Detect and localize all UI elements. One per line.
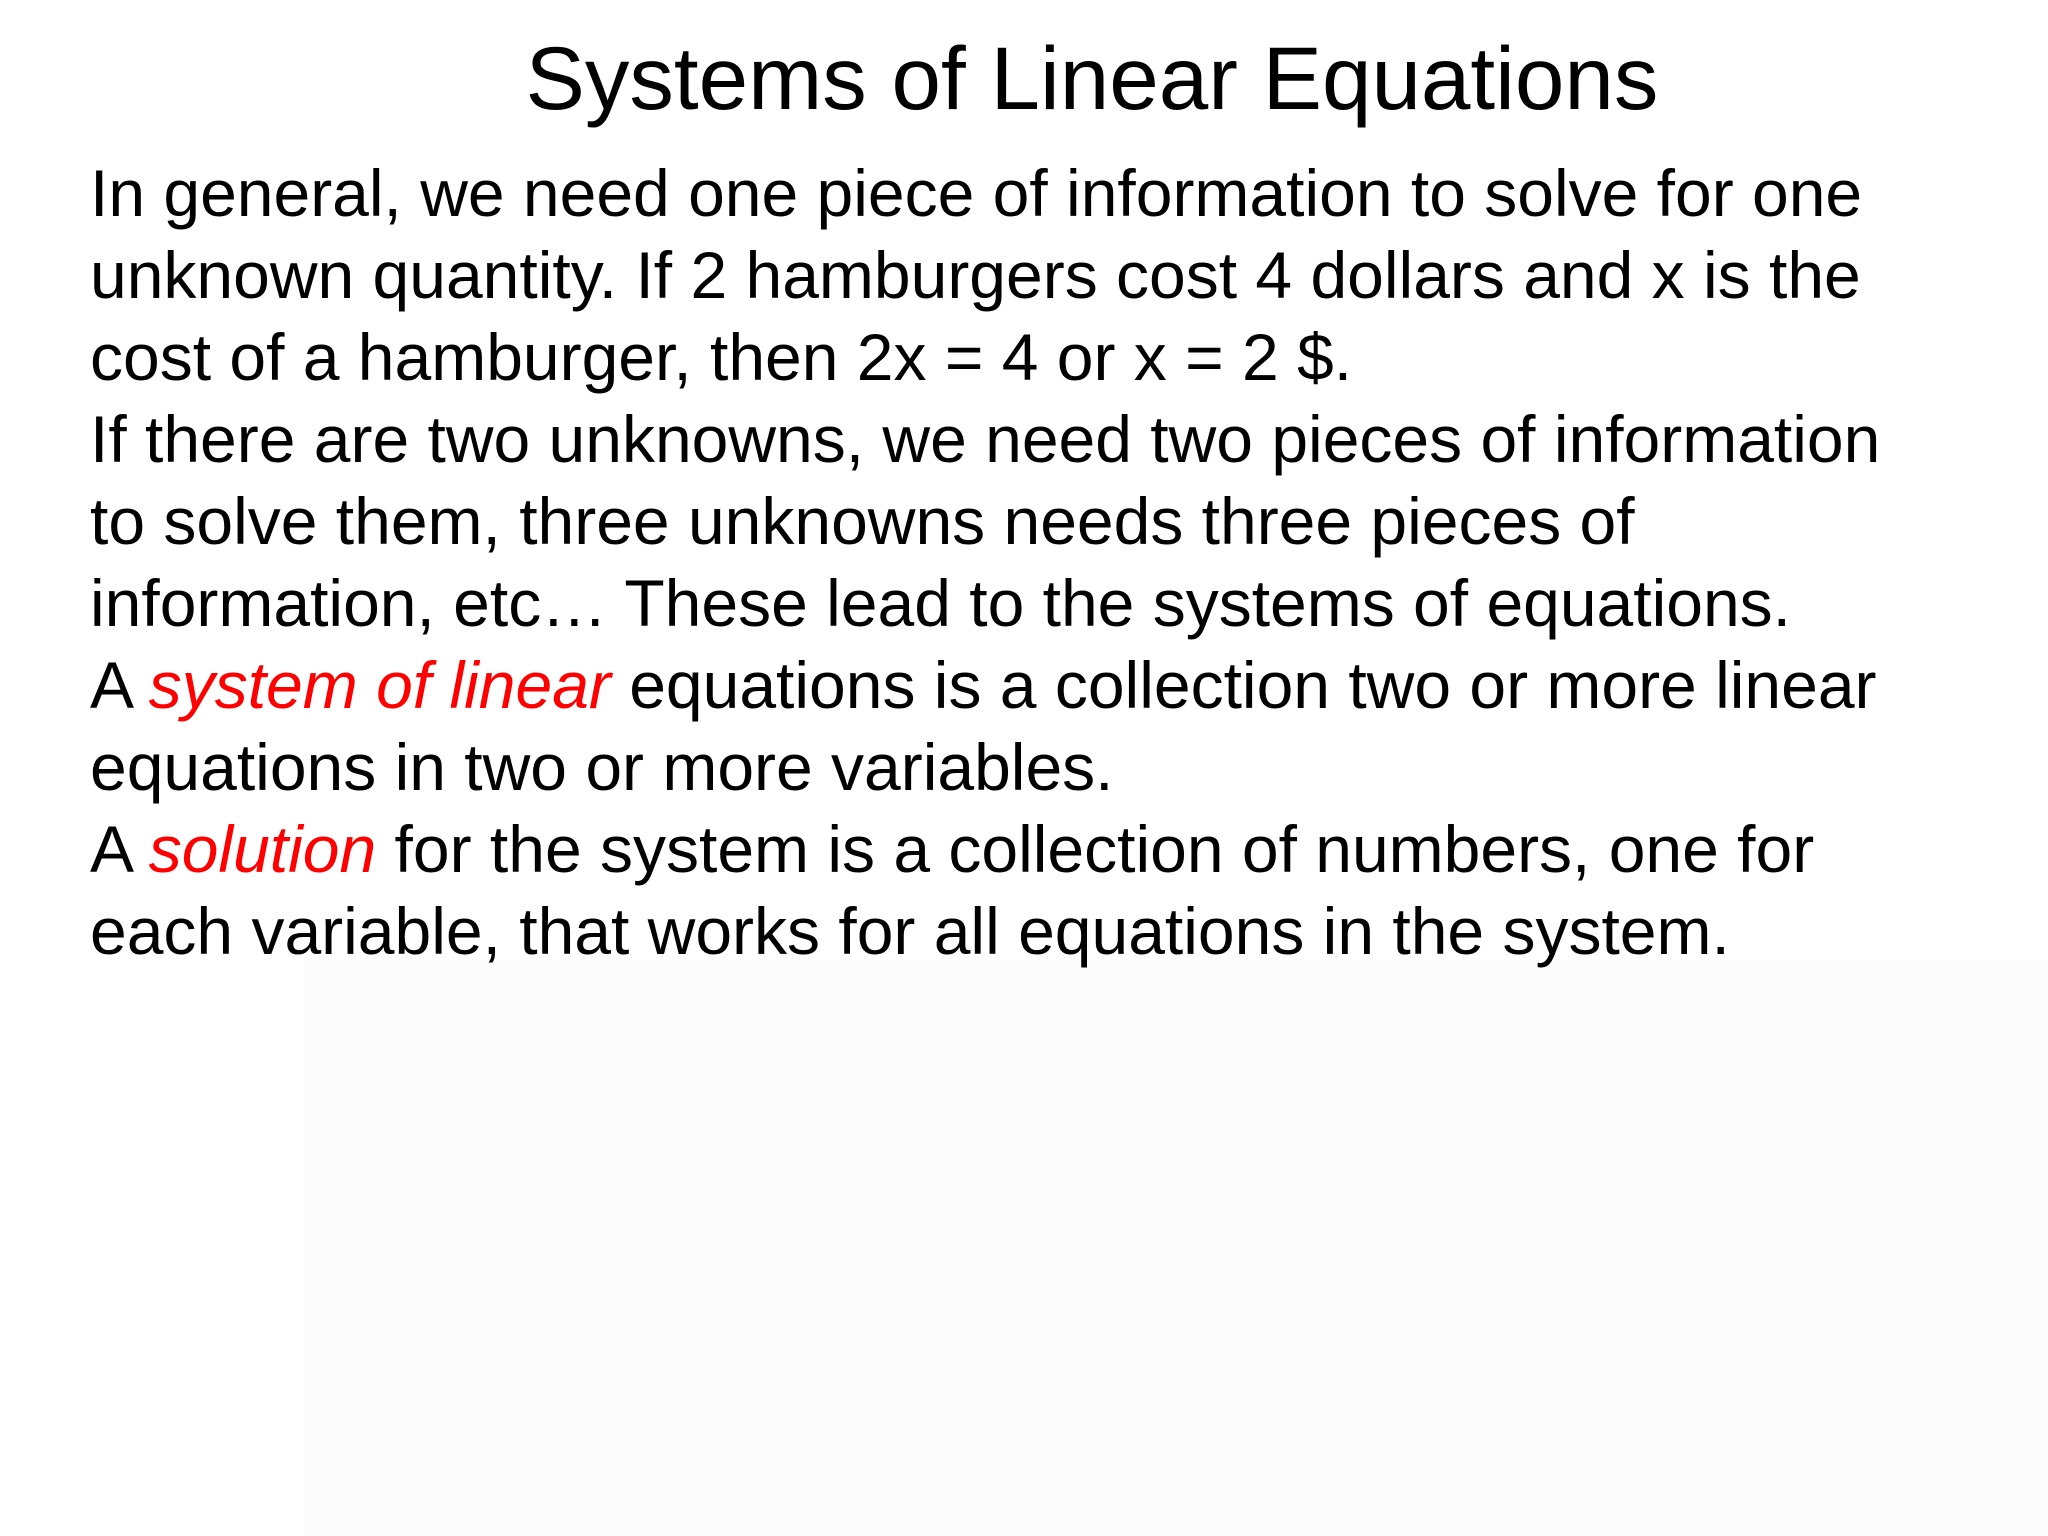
body-line-2: unknown quantity. If 2 hamburgers cost 4 dollars and x is the bbox=[90, 238, 1861, 312]
body-line-1: In general, we need one piece of information to solve for one bbox=[90, 156, 1863, 230]
body-line-3: cost of a hamburger, then 2x = 4 or x = 2 $. bbox=[90, 320, 1353, 394]
term-system-of-linear: system of linear bbox=[148, 648, 611, 722]
definition-system-prefix: A bbox=[90, 648, 149, 722]
definition-solution-prefix: A bbox=[90, 812, 149, 886]
definition-system-suffix: equations is a collection two or more linear bbox=[610, 648, 1877, 722]
background-panel bbox=[304, 960, 2048, 1536]
term-solution: solution bbox=[148, 812, 377, 886]
definition-system-continuation: equations in two or more variables. bbox=[90, 730, 1114, 804]
definition-solution-continuation: each variable, that works for all equations in the system. bbox=[90, 894, 1730, 968]
slide-title: Systems of Linear Equations bbox=[525, 28, 1659, 128]
body-line-4: If there are two unknowns, we need two pieces of information bbox=[90, 402, 1881, 476]
body-line-5: to solve them, three unknowns needs three pieces of bbox=[90, 484, 1635, 558]
body-line-6: information, etc… These lead to the systems of equations. bbox=[90, 566, 1792, 640]
definition-solution-line bbox=[90, 808, 2020, 890]
slide-body bbox=[90, 152, 2020, 972]
definition-solution-suffix: for the system is a collection of numbers, one for bbox=[376, 812, 1815, 886]
definition-system-line bbox=[90, 644, 2020, 726]
